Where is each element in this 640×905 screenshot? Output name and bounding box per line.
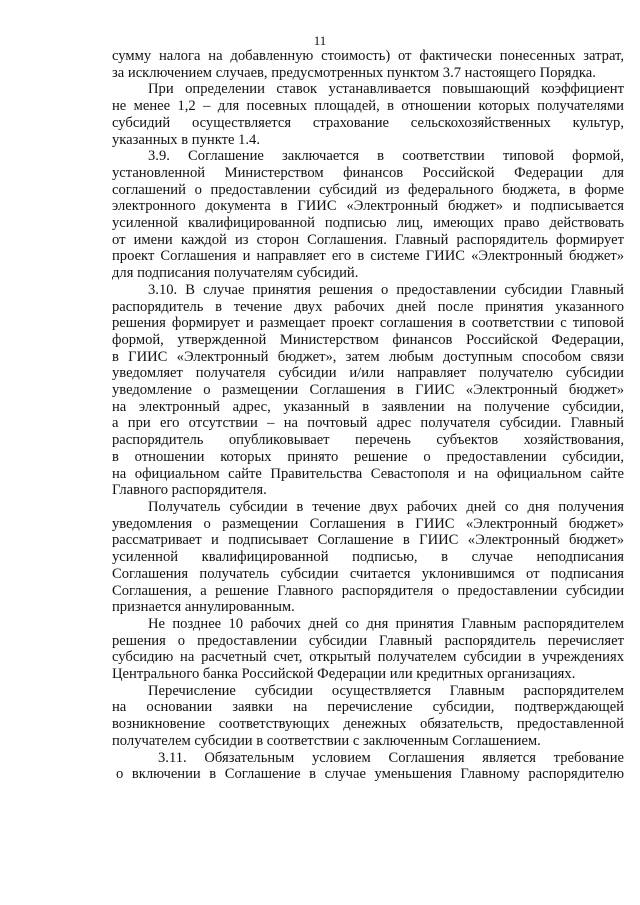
text-line: Не позднее 10 рабочих дней со дня принятия Главным распорядителем xyxy=(148,615,624,632)
text-line: При определении ставок устанавливается повышающий коэффициент xyxy=(148,81,624,98)
page-number: 11 xyxy=(313,33,327,48)
text-line: усиленной квалифицированной подписью лиц, имеющих право действовать xyxy=(112,215,624,232)
text-line: указанных в пункте 1.4. xyxy=(112,131,261,148)
text-line: 3.9. Соглашение заключается в соответствии типовой формой, xyxy=(148,148,624,165)
text-line: Получатель субсидии в течение двух рабочих дней со дня получения xyxy=(148,498,624,515)
text-line: а при его отсутствии – на почтовый адрес получателя субсидии. Главный xyxy=(112,415,624,432)
text-line: 3.11. Обязательным условием Соглашения является требование xyxy=(158,749,624,766)
text-line: уведомляет получателя субсидии и/или направляет получателю субсидии xyxy=(112,365,624,382)
text-line: о включении в Соглашение в случае уменьшения Главному распорядителю xyxy=(116,766,624,783)
text-line: на официальном сайте Правительства Севастополя и на официальном сайте xyxy=(112,465,624,482)
text-line: в ГИИС «Электронный бюджет», затем любым доступным способом связи xyxy=(112,348,624,365)
text-line: распорядитель в течение двух рабочих дней после принятия указанного xyxy=(112,298,624,315)
text-line: распорядитель опубликовывает перечень субъектов хозяйствования, xyxy=(112,432,624,449)
text-line: возникновение соответствующих денежных обязательств, предоставленной xyxy=(112,716,624,733)
text-line: сумму налога на добавленную стоимость) от фактически понесенных затрат, xyxy=(112,48,624,64)
text-line: уведомления о размещении Соглашения в ГИИС «Электронный бюджет» xyxy=(112,515,624,532)
text-line: решения о предоставлении субсидии Главный распорядитель перечисляет xyxy=(112,632,624,649)
text-line: не менее 1,2 – для посевных площадей, в отношении которых получателями xyxy=(112,98,624,115)
text-line: установленной Министерством финансов Российской Федерации для xyxy=(112,164,624,181)
text-line: Перечисление субсидии осуществляется Главным распорядителем xyxy=(148,682,624,699)
text-line: формой, утвержденной Министерством финансов Российской Федерации, xyxy=(112,331,624,348)
text-line: Соглашения, а решение Главного распорядителя о предоставлении субсидии xyxy=(112,582,624,599)
text-line: субсидию на расчетный счет, открытый получателем субсидии в учреждениях xyxy=(112,649,624,666)
text-line: электронного документа в ГИИС «Электронный бюджет» и подписывается xyxy=(112,198,624,215)
text-line: на основании заявки на перечисление субсидии, подтверждающей xyxy=(112,699,624,716)
text-line: проект Соглашения и направляет его в системе ГИИС «Электронный бюджет» xyxy=(112,248,624,265)
text-line: соглашений о предоставлении субсидий из федерального бюджета, в форме xyxy=(112,181,624,198)
text-line: 3.10. В случае принятия решения о предоставлении субсидии Главный xyxy=(148,281,624,298)
text-line: уведомление о размещении Соглашения в ГИИС «Электронный бюджет» xyxy=(112,382,624,399)
text-line: получателем субсидии в соответствии с заключенным Соглашением. xyxy=(112,732,541,749)
text-line: субсидий осуществляется страхование сельскохозяйственных культур, xyxy=(112,114,624,131)
text-line: Главного распорядителя. xyxy=(112,482,267,499)
text-line: усиленной квалифицированной подписью, в случае неподписания xyxy=(112,549,624,566)
text-line: рассматривает и подписывает Соглашение в ГИИС «Электронный бюджет» xyxy=(112,532,624,549)
text-line: на электронный адрес, указанный в заявлении на получение субсидии, xyxy=(112,398,624,415)
text-line: в отношении которых принято решение о предоставлении субсидии, xyxy=(112,448,624,465)
text-line: за исключением случаев, предусмотренных пунктом 3.7 настоящего Порядка. xyxy=(112,64,596,81)
text-line: от имени каждой из сторон Соглашения. Главный распорядитель формирует xyxy=(112,231,624,248)
text-line: Центрального банка Российской Федерации или кредитных организациях. xyxy=(112,666,576,683)
text-line: решения формирует и размещает проект соглашения в соответствии с типовой xyxy=(112,315,624,332)
text-line: для подписания получателям субсидий. xyxy=(112,265,359,282)
text-line: признается аннулированным. xyxy=(112,599,295,616)
document-body xyxy=(112,48,624,783)
text-line: Соглашения получатель субсидии считается уклонившимся от подписания xyxy=(112,565,624,582)
